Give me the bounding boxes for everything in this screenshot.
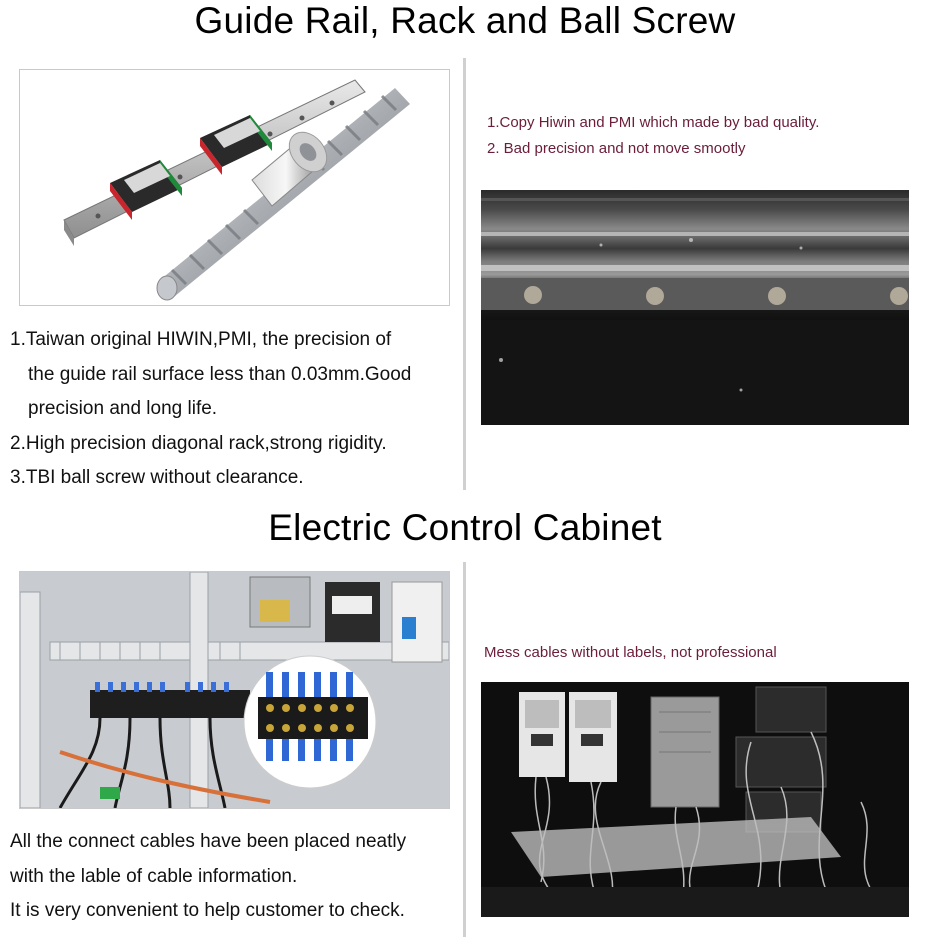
tidy-cabinet-description	[10, 825, 460, 929]
point-line-5: 3.TBI ball screw without clearance.	[10, 467, 304, 488]
original-parts-description	[10, 323, 460, 496]
bad-quality-notes	[487, 110, 819, 162]
bad-rail-photo	[481, 190, 909, 425]
mess-note: Mess cables without labels, not professional	[484, 644, 777, 661]
point-line-1: 1.Taiwan original HIWIN,PMI, the precision of	[10, 329, 392, 350]
cabinet-line-3: It is very convenient to help customer to check.	[10, 900, 405, 921]
tidy-cabinet-photo	[19, 571, 450, 809]
bad-note-1: 1.Copy Hiwin and PMI which made by bad quality.	[487, 114, 820, 131]
messy-cabinet-photo	[481, 682, 909, 917]
bad-note-2: 2. Bad precision and not move smootly	[487, 140, 746, 157]
section-title-guide-rail: Guide Rail, Rack and Ball Screw	[194, 0, 736, 41]
column-divider	[463, 562, 466, 937]
section-title-control-cabinet: Electric Control Cabinet	[268, 507, 662, 548]
messy-cabinet-note	[484, 640, 777, 666]
point-line-4: 2.High precision diagonal rack,strong rigidity.	[10, 432, 387, 454]
point-line-3: precision and long life.	[28, 398, 218, 419]
cabinet-line-2: with the lable of cable information.	[10, 865, 298, 887]
column-divider	[463, 58, 466, 490]
cabinet-line-1: All the connect cables have been placed neatly	[10, 831, 407, 852]
inverter-1	[519, 692, 565, 777]
inverter-2	[569, 692, 617, 782]
guide-rail-ballscrew-photo	[19, 69, 450, 306]
point-line-2: the guide rail surface less than 0.03mm.Good	[28, 363, 412, 385]
